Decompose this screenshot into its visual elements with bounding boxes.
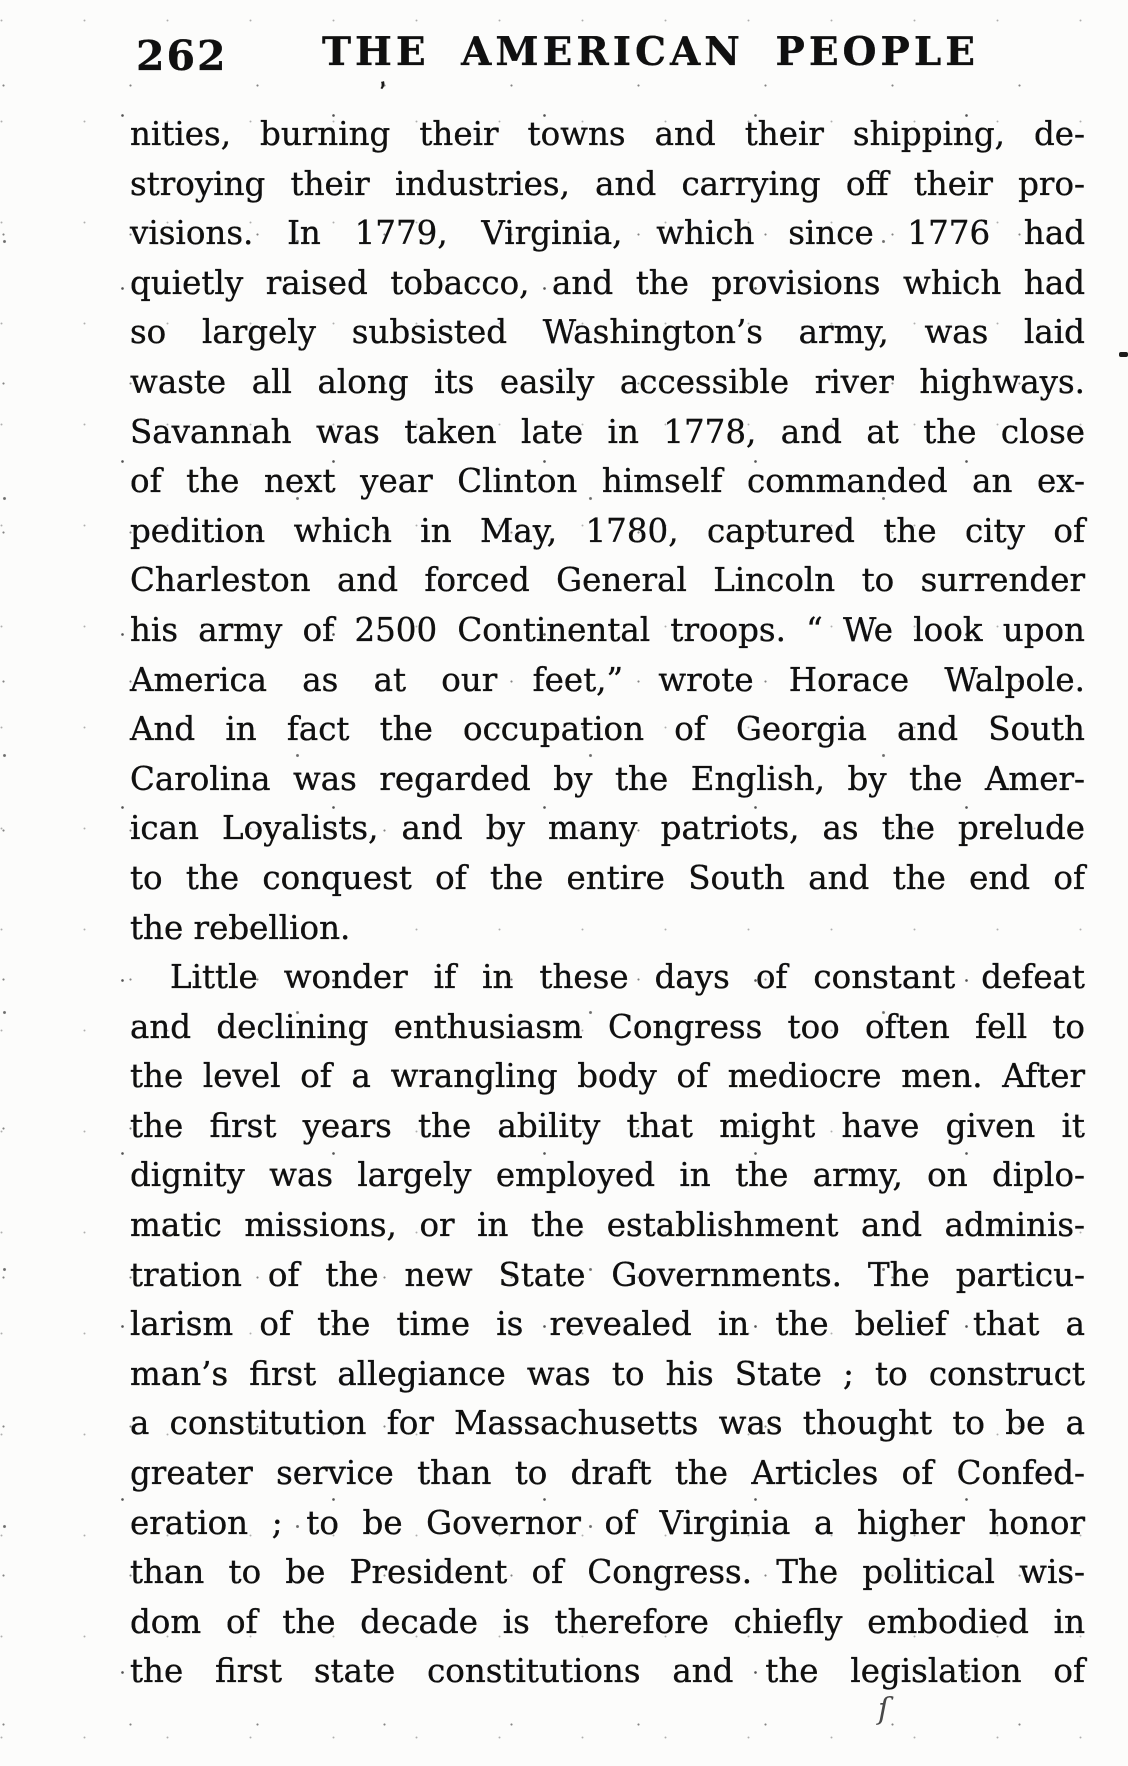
text-line: quietly raised tobacco, and the provisions which had xyxy=(130,263,1085,302)
text-line: the rebellion. xyxy=(130,908,351,947)
page-number: 262 xyxy=(136,32,228,80)
text-line: the first years the ability that might have given it xyxy=(130,1106,1085,1145)
text-line: Savannah was taken late in 1778, and at the close xyxy=(130,412,1085,451)
text-line: eration ; to be Governor of Virginia a higher honor xyxy=(130,1503,1085,1542)
text-line: Little wonder if in these days of constant defeat xyxy=(170,958,1085,997)
text-line: man’s first allegiance was to his State ; to construct xyxy=(130,1354,1085,1393)
text-line: to the conquest of the entire South and the end of xyxy=(130,858,1085,897)
text-line: pedition which in May, 1780, captured the city of xyxy=(130,511,1085,550)
text-line: dignity was largely employed in the army, on diplo- xyxy=(130,1156,1085,1195)
paragraph xyxy=(130,110,1085,953)
body-text xyxy=(130,110,1085,1697)
running-head: THE AMERICAN PEOPLE xyxy=(322,29,980,75)
text-line: Carolina was regarded by the English, by the Amer- xyxy=(130,759,1085,798)
text-line: matic missions, or in the establishment and adminis- xyxy=(130,1206,1085,1245)
scan-artifact-mark: ’ xyxy=(376,75,393,110)
scan-artifact-edge-mark xyxy=(1119,352,1128,357)
text-line: and declining enthusiasm Congress too often fell to xyxy=(130,1007,1085,1046)
text-line: tration of the new State Governments. The particu- xyxy=(130,1255,1085,1294)
text-line: stroying their industries, and carrying off their pro- xyxy=(130,164,1085,203)
text-line: his army of 2500 Continental troops. “ We look upon xyxy=(130,610,1085,649)
text-line: ican Loyalists, and by many patriots, as the prelude xyxy=(130,809,1085,848)
text-line: nities, burning their towns and their shipping, de- xyxy=(130,115,1085,153)
text-line: greater service than to draft the Articles of Confed- xyxy=(130,1454,1085,1493)
text-line: a constitution for Massachusetts was thought to be a xyxy=(130,1404,1085,1443)
text-line: visions. In 1779, Virginia, which since 1776 had xyxy=(130,214,1085,253)
text-line: the level of a wrangling body of mediocre men. After xyxy=(130,1057,1085,1096)
text-line: so largely subsisted Washington’s army, was laid xyxy=(130,313,1085,352)
paragraph xyxy=(130,953,1085,1697)
text-line: waste all along its easily accessible river highways. xyxy=(130,362,1085,401)
text-line: larism of the time is revealed in the belief that a xyxy=(130,1305,1085,1344)
text-line: than to be President of Congress. The political wis- xyxy=(130,1553,1085,1592)
text-line: America as at our feet,” wrote Horace Walpole. xyxy=(130,660,1085,699)
scan-artifact-squiggle: ſ xyxy=(878,1692,890,1727)
text-line: the first state constitutions and the legislation of xyxy=(130,1652,1085,1691)
text-line: And in fact the occupation of Georgia and South xyxy=(130,710,1085,749)
text-line: dom of the decade is therefore chiefly embodied in xyxy=(130,1602,1085,1641)
text-line: of the next year Clinton himself commanded an ex- xyxy=(130,462,1085,501)
text-line: Charleston and forced General Lincoln to surrender xyxy=(130,561,1085,600)
